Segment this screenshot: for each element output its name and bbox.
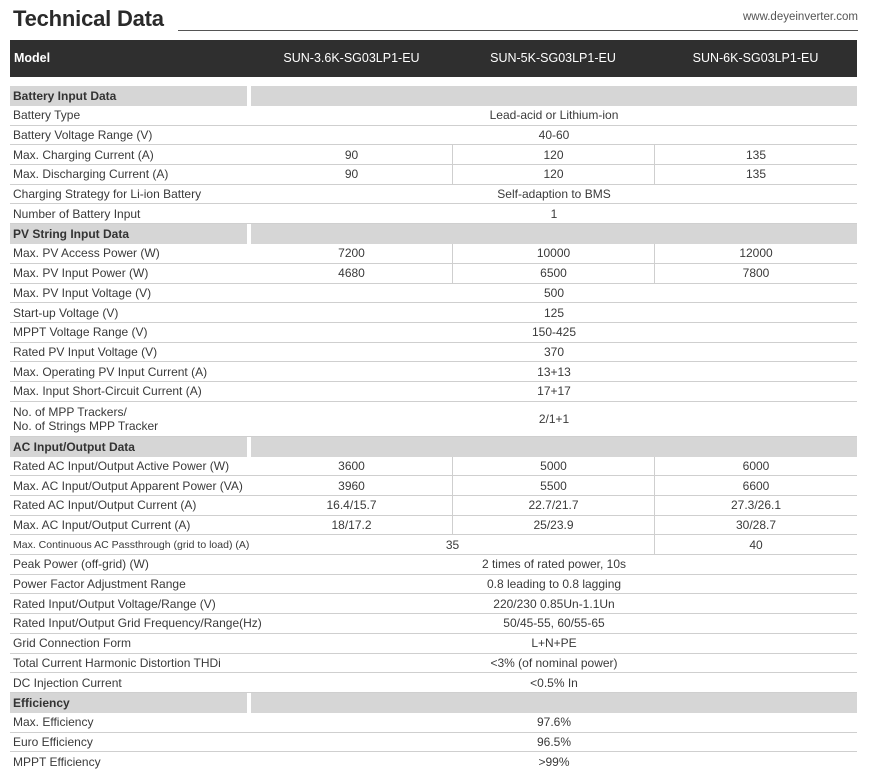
- spec-label-text: Battery Voltage Range (V): [13, 128, 153, 143]
- spec-value: 50/45-55, 60/55-65: [503, 616, 605, 631]
- spec-value: 7800: [654, 264, 857, 283]
- spec-value: 125: [543, 305, 565, 320]
- spec-row: [10, 535, 857, 555]
- section-header: [10, 693, 857, 713]
- model-label: Model: [14, 51, 51, 65]
- spec-row: [10, 362, 857, 382]
- spec-label-text: MPPT Voltage Range (V): [13, 325, 148, 340]
- spec-value: 6500: [452, 264, 654, 283]
- spec-row: [10, 185, 857, 205]
- spec-label-text: Max. Efficiency: [13, 715, 94, 730]
- spec-value: 6600: [654, 476, 857, 495]
- spec-label: [10, 106, 247, 125]
- spec-value: 120: [452, 165, 654, 184]
- spec-value: 2/1+1: [538, 411, 570, 426]
- spec-label: [10, 284, 247, 303]
- spec-label-text: Max. Discharging Current (A): [13, 167, 169, 182]
- spec-value: 13+13: [537, 364, 571, 379]
- spec-row: [10, 654, 857, 674]
- spec-row: [10, 752, 857, 769]
- spec-row: [10, 284, 857, 304]
- model-name-2: SUN-5K-SG03LP1-EU: [490, 51, 616, 65]
- spec-row: [10, 303, 857, 323]
- spec-row: [10, 343, 857, 363]
- spec-label-text: Battery Type: [13, 108, 81, 123]
- section-title: Battery Input Data: [10, 86, 247, 106]
- spec-value: 370: [543, 344, 565, 359]
- page-header: [10, 6, 858, 32]
- spec-row: [10, 165, 857, 185]
- section-title: AC Input/Output Data: [10, 437, 247, 457]
- spec-label: [10, 555, 247, 574]
- spec-label-text: Peak Power (off-grid) (W): [13, 557, 149, 572]
- section-header: [10, 224, 857, 244]
- spec-label: [10, 303, 247, 322]
- spec-label-text: Rated AC Input/Output Current (A): [13, 498, 197, 513]
- spec-label: [10, 535, 250, 554]
- spec-label: [10, 496, 247, 515]
- spec-label-text: Euro Efficiency: [13, 734, 93, 749]
- spec-row: [10, 244, 857, 264]
- spec-value: 5000: [452, 457, 654, 476]
- spec-value: 2 times of rated power, 10s: [481, 557, 627, 572]
- spec-value: 27.3/26.1: [654, 496, 857, 515]
- spec-label-text: Number of Battery Input: [13, 206, 141, 221]
- spec-label-text: Power Factor Adjustment Range: [13, 577, 186, 592]
- spec-value: 0.8 leading to 0.8 lagging: [486, 577, 622, 592]
- section-title: PV String Input Data: [10, 224, 247, 244]
- spec-label-text: Max. Charging Current (A): [13, 147, 154, 162]
- spec-value: 3600: [338, 458, 365, 473]
- spec-label-text-line2: No. of Strings MPP Tracker: [13, 418, 159, 433]
- spec-label: [10, 402, 247, 436]
- spec-label: [10, 614, 262, 633]
- spec-label: [10, 516, 247, 535]
- spec-value: 5500: [452, 476, 654, 495]
- spec-label: [10, 654, 247, 673]
- section-band: [251, 693, 857, 713]
- spec-label: [10, 362, 247, 381]
- spec-row: [10, 713, 857, 733]
- spec-value: 7200: [338, 246, 365, 261]
- spec-value: 25/23.9: [452, 516, 654, 535]
- spec-row: [10, 204, 857, 224]
- spec-label-text: Max. PV Input Power (W): [13, 266, 149, 281]
- spec-value: 40-60: [538, 128, 570, 143]
- spec-value: 12000: [654, 244, 857, 263]
- page-title: Technical Data: [13, 6, 164, 31]
- spec-value: 18/17.2: [331, 518, 372, 533]
- spec-row: [10, 457, 857, 477]
- spec-row: [10, 594, 857, 614]
- spec-label: [10, 457, 247, 476]
- section-header: [10, 437, 857, 457]
- spec-value: L+N+PE: [531, 636, 577, 651]
- spec-row: [10, 106, 857, 126]
- spec-label-text: DC Injection Current: [13, 675, 122, 690]
- spec-label: [10, 733, 247, 752]
- spec-label: [10, 145, 247, 164]
- spec-value: 220/230 0.85Un-1.1Un: [493, 596, 615, 611]
- spec-label-text: Grid Connection Form: [13, 636, 132, 651]
- spec-value: 90: [344, 147, 359, 162]
- spec-label-text: Max. AC Input/Output Current (A): [13, 518, 191, 533]
- spec-value: 135: [654, 145, 857, 164]
- spec-value: 500: [543, 285, 565, 300]
- spec-row: [10, 264, 857, 284]
- spec-label-text: Rated AC Input/Output Active Power (W): [13, 458, 230, 473]
- spec-row: [10, 402, 857, 437]
- model-header-row: [10, 40, 857, 77]
- spec-value: 1: [550, 206, 558, 221]
- spec-label-text: Max. Input Short-Circuit Current (A): [13, 384, 202, 399]
- spec-label: [10, 323, 247, 342]
- spec-value: 96.5%: [536, 734, 572, 749]
- spec-value: 6000: [654, 457, 857, 476]
- spec-label-text: Rated Input/Output Grid Frequency/Range(Hz): [13, 616, 262, 631]
- section-header: [10, 86, 857, 106]
- spec-label-text: Rated Input/Output Voltage/Range (V): [13, 596, 216, 611]
- spec-value: <3% (of nominal power): [490, 655, 618, 670]
- spec-label: [10, 476, 247, 495]
- spec-value: 135: [654, 165, 857, 184]
- spec-row: [10, 145, 857, 165]
- spec-row: [10, 733, 857, 753]
- title-divider: [178, 30, 858, 31]
- model-name-1: SUN-3.6K-SG03LP1-EU: [283, 51, 420, 65]
- spec-label: [10, 185, 247, 204]
- spec-table: [10, 86, 857, 769]
- spec-value: <0.5% In: [530, 675, 578, 690]
- spec-label: [10, 382, 247, 401]
- spec-value: 16.4/15.7: [326, 498, 377, 513]
- section-band: [251, 86, 857, 106]
- spec-value: 150-425: [531, 325, 577, 340]
- spec-label-text: Rated PV Input Voltage (V): [13, 344, 158, 359]
- section-band: [251, 437, 857, 457]
- spec-value: Self-adaption to BMS: [497, 187, 611, 202]
- spec-row: [10, 634, 857, 654]
- spec-label: [10, 343, 247, 362]
- spec-value: 97.6%: [536, 715, 572, 730]
- spec-label: [10, 752, 247, 769]
- spec-row: [10, 575, 857, 595]
- spec-label-text: Max. Operating PV Input Current (A): [13, 364, 208, 379]
- spec-label-text: Start-up Voltage (V): [13, 305, 119, 320]
- spec-label-text: Max. Continuous AC Passthrough (grid to load) (A): [13, 538, 250, 551]
- model-name-3: SUN-6K-SG03LP1-EU: [692, 51, 819, 65]
- spec-value: 35: [445, 537, 460, 552]
- spec-label-text: Total Current Harmonic Distortion THDi: [13, 655, 221, 670]
- spec-label: [10, 204, 247, 223]
- spec-value: 17+17: [537, 384, 571, 399]
- spec-row: [10, 323, 857, 343]
- spec-value: 3960: [338, 478, 365, 493]
- spec-label: [10, 244, 247, 263]
- spec-row: [10, 476, 857, 496]
- spec-label: [10, 634, 247, 653]
- spec-row: [10, 555, 857, 575]
- spec-value: 120: [452, 145, 654, 164]
- spec-row: [10, 614, 857, 634]
- spec-label: [10, 673, 247, 692]
- section-title: Efficiency: [10, 693, 247, 713]
- spec-label-text: MPPT Efficiency: [13, 754, 101, 769]
- spec-row: [10, 126, 857, 146]
- spec-label-text: Max. AC Input/Output Apparent Power (VA): [13, 478, 243, 493]
- spec-label: [10, 264, 247, 283]
- spec-label: [10, 165, 247, 184]
- spec-value: 30/28.7: [654, 516, 857, 535]
- spec-label-text: Charging Strategy for Li-ion Battery: [13, 187, 202, 202]
- spec-label-text: Max. PV Access Power (W): [13, 246, 160, 261]
- spec-row: [10, 496, 857, 516]
- spec-label: [10, 575, 247, 594]
- spec-value: 4680: [338, 266, 365, 281]
- spec-value: 22.7/21.7: [452, 496, 654, 515]
- spec-label: [10, 126, 247, 145]
- spec-value: >99%: [538, 754, 570, 769]
- spec-value: 10000: [452, 244, 654, 263]
- spec-value: 90: [344, 167, 359, 182]
- spec-label: [10, 594, 247, 613]
- spec-value: Lead-acid or Lithium-ion: [489, 108, 619, 123]
- spec-label: [10, 713, 247, 732]
- spec-label-text: No. of MPP Trackers/: [13, 404, 127, 419]
- website-link[interactable]: www.deyeinverter.com: [742, 11, 858, 23]
- spec-row: [10, 382, 857, 402]
- spec-value: 40: [654, 535, 857, 554]
- spec-label-text: Max. PV Input Voltage (V): [13, 285, 152, 300]
- spec-row: [10, 516, 857, 536]
- section-band: [251, 224, 857, 244]
- spec-row: [10, 673, 857, 693]
